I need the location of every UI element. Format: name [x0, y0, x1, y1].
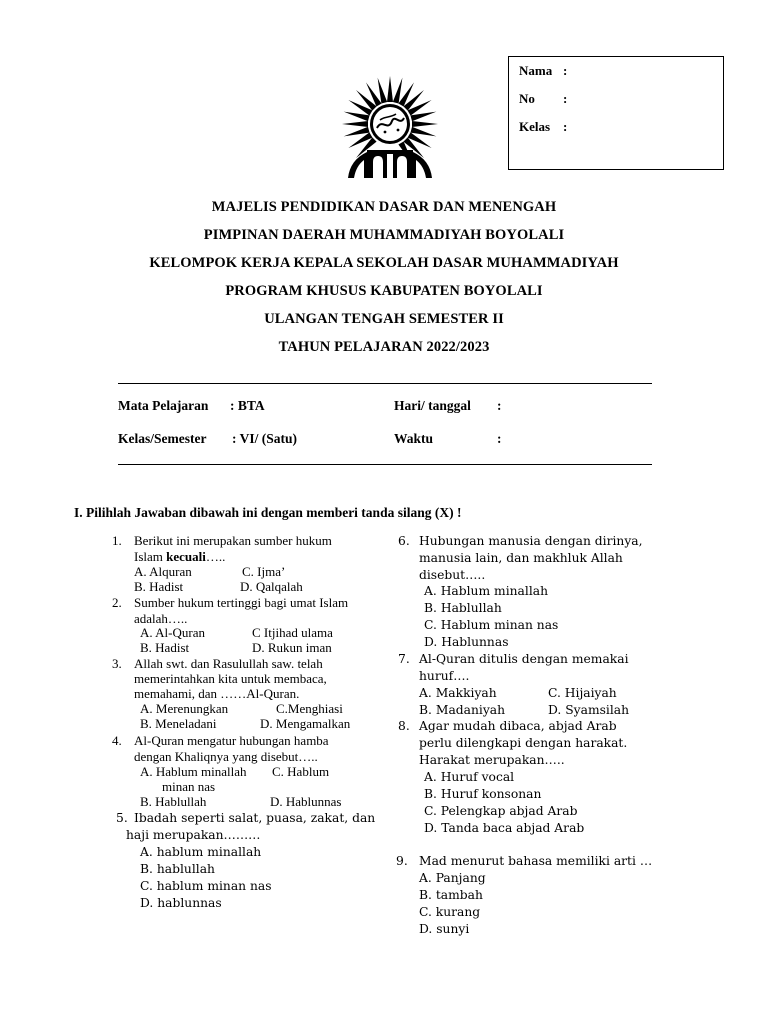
option-d: D. Syamsilah: [548, 703, 630, 717]
hari-label: Hari/ tanggal: [394, 398, 471, 413]
id-label-nama: Nama: [519, 63, 553, 78]
option-d: D. Qalqalah: [240, 579, 303, 594]
option-d: D. Tanda baca abjad Arab: [424, 821, 585, 835]
option-a: A. Huruf vocal: [424, 770, 515, 784]
question-text: Al-Quran mengatur hubungan hamba: [134, 733, 329, 748]
option-c-continued: minan nas: [162, 779, 216, 794]
question-number: 3.: [112, 656, 122, 671]
option-c: C. Pelengkap abjad Arab: [424, 804, 578, 818]
option-a: A. Merenungkan: [140, 701, 229, 716]
kelas-value: : VI/ (Satu): [232, 431, 298, 446]
question-text: Harakat merupakan…..: [419, 753, 565, 767]
question-text: Allah swt. dan Rasulullah saw. telah: [134, 656, 323, 671]
kelas-label: Kelas/Semester: [118, 431, 207, 446]
question-text: …..: [205, 549, 226, 564]
question-number: 4.: [112, 733, 122, 748]
option-b: B. hablullah: [140, 862, 215, 876]
question-number: 6.: [398, 534, 410, 548]
id-sep: :: [563, 63, 568, 78]
section-title: I. Pilihlah Jawaban dibawah ini dengan memberi tanda silang (X) !: [74, 505, 462, 520]
option-a: A. Alquran: [134, 564, 192, 579]
header-line-1: MAJELIS PENDIDIKAN DASAR DAN MENENGAH: [211, 199, 557, 215]
waktu-value: :: [497, 431, 502, 446]
option-a: A. Makkiyah: [419, 686, 497, 700]
option-b: B. tambah: [419, 888, 483, 902]
header-line-5: ULANGAN TENGAH SEMESTER II: [264, 311, 504, 327]
option-a: A. hablum minallah: [140, 845, 262, 859]
question-text: adalah…..: [134, 611, 188, 626]
question-text: huruf….: [419, 669, 470, 683]
top-divider: [118, 383, 652, 384]
option-c: C. Hablum: [272, 764, 330, 779]
id-sep: :: [563, 119, 568, 134]
id-row-nama: [519, 63, 567, 79]
mapel-value: : BTA: [230, 398, 265, 413]
option-c: C. Hablum minan nas: [424, 618, 559, 632]
option-d: D. Hablunnas: [424, 635, 509, 649]
header-line-6: TAHUN PELAJARAN 2022/2023: [278, 339, 490, 355]
id-label-kelas: Kelas: [519, 119, 551, 134]
question-text: memerintahkan kita untuk membaca,: [134, 671, 327, 686]
question-text: Sumber hukum tertinggi bagi umat Islam: [134, 595, 349, 610]
option-a: A. Hablum minallah: [424, 584, 549, 598]
question-text: Islam: [134, 549, 167, 564]
option-c: C. Ijma’: [242, 564, 286, 579]
question-number: 2.: [112, 595, 122, 610]
question-text: Hubungan manusia dengan dirinya,: [419, 534, 643, 548]
option-c: C. hablum minan nas: [140, 879, 272, 893]
option-b: B. Hablullah: [424, 601, 502, 615]
option-a: A. Panjang: [419, 871, 486, 885]
id-sep: :: [563, 91, 568, 106]
question-text: haji merupakan………: [126, 828, 261, 842]
id-row-kelas: [519, 119, 567, 135]
question-number: 1.: [112, 533, 122, 548]
option-d: D. Rukun iman: [252, 640, 332, 655]
question-number: 8.: [398, 719, 410, 733]
option-b: B. Madaniyah: [419, 703, 506, 717]
student-identity-box: [508, 56, 724, 170]
question-text: Al-Quran ditulis dengan memakai: [419, 652, 629, 666]
option-c: C.Menghiasi: [276, 701, 343, 716]
option-c: C. kurang: [419, 905, 481, 919]
question-text: disebut…..: [419, 568, 486, 582]
question-text: Berikut ini merupakan sumber hukum: [134, 533, 332, 548]
option-d: D. hablunnas: [140, 896, 222, 910]
hari-value: :: [497, 398, 502, 413]
header-line-4: PROGRAM KHUSUS KABUPATEN BOYOLALI: [225, 283, 543, 299]
id-row-no: [519, 91, 567, 107]
id-label-no: No: [519, 91, 535, 106]
question-text: memahami, dan ……Al-Quran.: [134, 686, 300, 701]
header-line-3: KELOMPOK KERJA KEPALA SEKOLAH DASAR MUHAMMADIYAH: [149, 255, 619, 271]
question-text: manusia lain, dan makhluk Allah: [419, 551, 623, 565]
muhammadiyah-sun-logo-icon: [340, 74, 440, 182]
option-d: D. sunyi: [419, 922, 470, 936]
question-number: 9.: [396, 854, 408, 868]
option-c: C. Hijaiyah: [548, 686, 617, 700]
question-number: 7.: [398, 652, 410, 666]
waktu-label: Waktu: [394, 431, 434, 446]
question-text: [134, 549, 225, 565]
option-b: B. Huruf konsonan: [424, 787, 542, 801]
option-a: A. Al-Quran: [140, 625, 205, 640]
question-text: Ibadah seperti salat, puasa, zakat, dan: [134, 811, 376, 825]
option-a: A. Hablum minallah: [140, 764, 247, 779]
option-b: B. Hadist: [134, 579, 184, 594]
option-b: B. Hablullah: [140, 794, 207, 809]
question-text: Agar mudah dibaca, abjad Arab: [419, 719, 617, 733]
mapel-label: Mata Pelajaran: [118, 398, 209, 413]
bottom-divider: [118, 464, 652, 465]
question-text: Mad menurut bahasa memiliki arti …: [419, 854, 653, 868]
option-b: B. Meneladani: [140, 716, 217, 731]
emphasis-kecuali: kecuali: [166, 549, 206, 564]
option-b: B. Hadist: [140, 640, 190, 655]
question-number: 5.: [116, 811, 128, 825]
option-d: D. Hablunnas: [270, 794, 342, 809]
option-c: C Itjihad ulama: [252, 625, 333, 640]
question-text: dengan Khaliqnya yang disebut…..: [134, 749, 318, 764]
option-d: D. Mengamalkan: [260, 716, 351, 731]
question-text: perlu dilengkapi dengan harakat.: [419, 736, 628, 750]
header-line-2: PIMPINAN DAERAH MUHAMMADIYAH BOYOLALI: [203, 227, 565, 243]
